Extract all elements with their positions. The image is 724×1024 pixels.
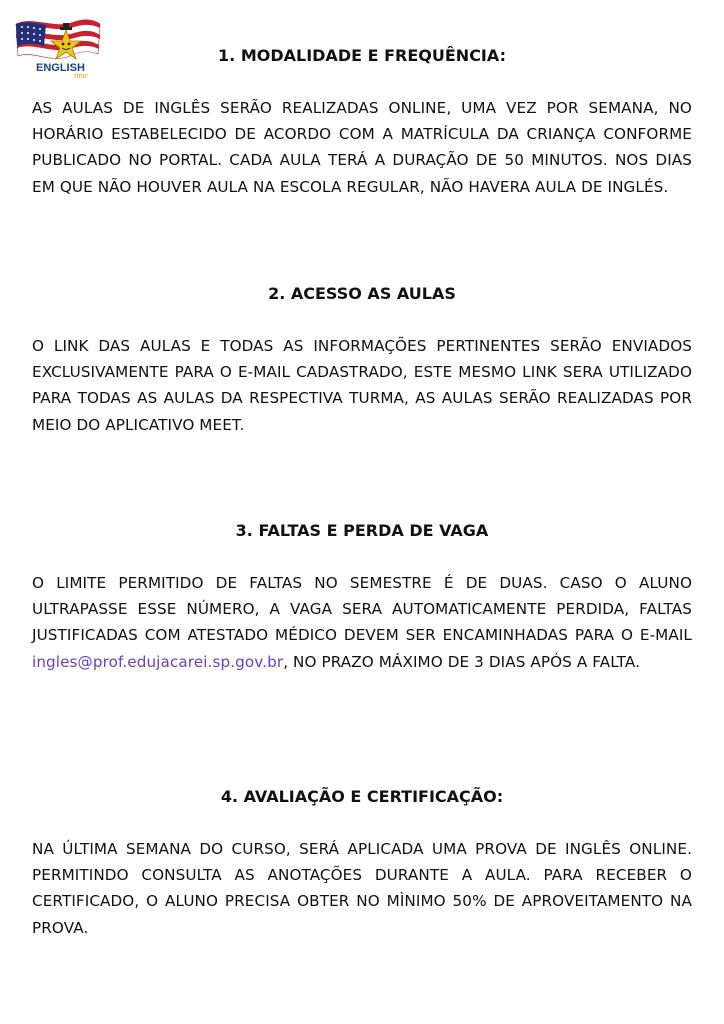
- section-body: AS AULAS DE INGLÊS SERÃO REALIZADAS ONLINE, UMA VEZ POR SEMANA, NO HORÁRIO ESTABELECIDO DE ACORDO COM A MATRÍCULA DA CRIANÇA CONFORME PUBLICADO NO PORTAL. CADA AULA TERÁ A DURAÇÃO DE 50 MINUTOS. NOS DIAS EM QUE NÃO HOUVER AULA NA ESCOLA REGULAR, NÃO HAVERA AULA DE INGLÉS.: [32, 99, 692, 196]
- logo-brand-tag: time: [74, 71, 88, 80]
- section-heading: 1. MODALIDADE E FREQUÊNCIA:: [218, 46, 506, 65]
- section-faltas: [32, 518, 692, 675]
- section-heading: 3. FALTAS E PERDA DE VAGA: [235, 521, 489, 540]
- body-text-before-email: O LIMITE PERMITIDO DE FALTAS NO SEMESTRE É DE DUAS. CASO O ALUNO ULTRAPASSE ESSE NÚMERO, A VAGA SERA AUTOMATICAMENTE PERDIDA, FALTAS JUSTIFICADAS COM ATESTADO MÉDICO DEVEM SER ENCAMINHADAS PARA O E-MAIL: [32, 574, 692, 645]
- section-body: O LINK DAS AULAS E TODAS AS INFORMAÇÕES PERTINENTES SERÃO ENVIADOS EXCLUSIVAMENTE PARA O E-MAIL CADASTRADO, ESTE MESMO LINK SERA UTILIZADO PARA TODAS AS AULAS DA RESPECTIVA TURMA, AS AULAS SERÃO REALIZADAS POR MEIO DO APLICATIVO MEET.: [32, 337, 692, 434]
- section-heading: 4. AVALIAÇÃO E CERTIFICAÇÃO:: [220, 787, 504, 806]
- section-avaliacao: [32, 784, 692, 941]
- logo-brand-word: ENGLISH: [36, 62, 85, 74]
- body-text-after-email: , NO PRAZO MÁXIMO DE 3 DIAS APÓS A FALTA.: [283, 652, 641, 671]
- section-modalidade: [32, 43, 692, 200]
- email-link[interactable]: ingles@prof.edujacarei.sp.gov.br: [32, 652, 284, 671]
- section-body: NA ÚLTIMA SEMANA DO CURSO, SERÁ APLICADA UMA PROVA DE INGLÊS ONLINE. PERMITINDO CONSULTA AS ANOTAÇÕES DURANTE A AULA. PARA RECEBER O CERTIFICADO, O ALUNO PRECISA OBTER NO MÌNIMO 50% DE APROVEITAMENTO NA PROVA.: [32, 840, 692, 937]
- section-acesso: [32, 281, 692, 438]
- section-body: [32, 570, 692, 675]
- section-heading: 2. ACESSO AS AULAS: [268, 284, 456, 303]
